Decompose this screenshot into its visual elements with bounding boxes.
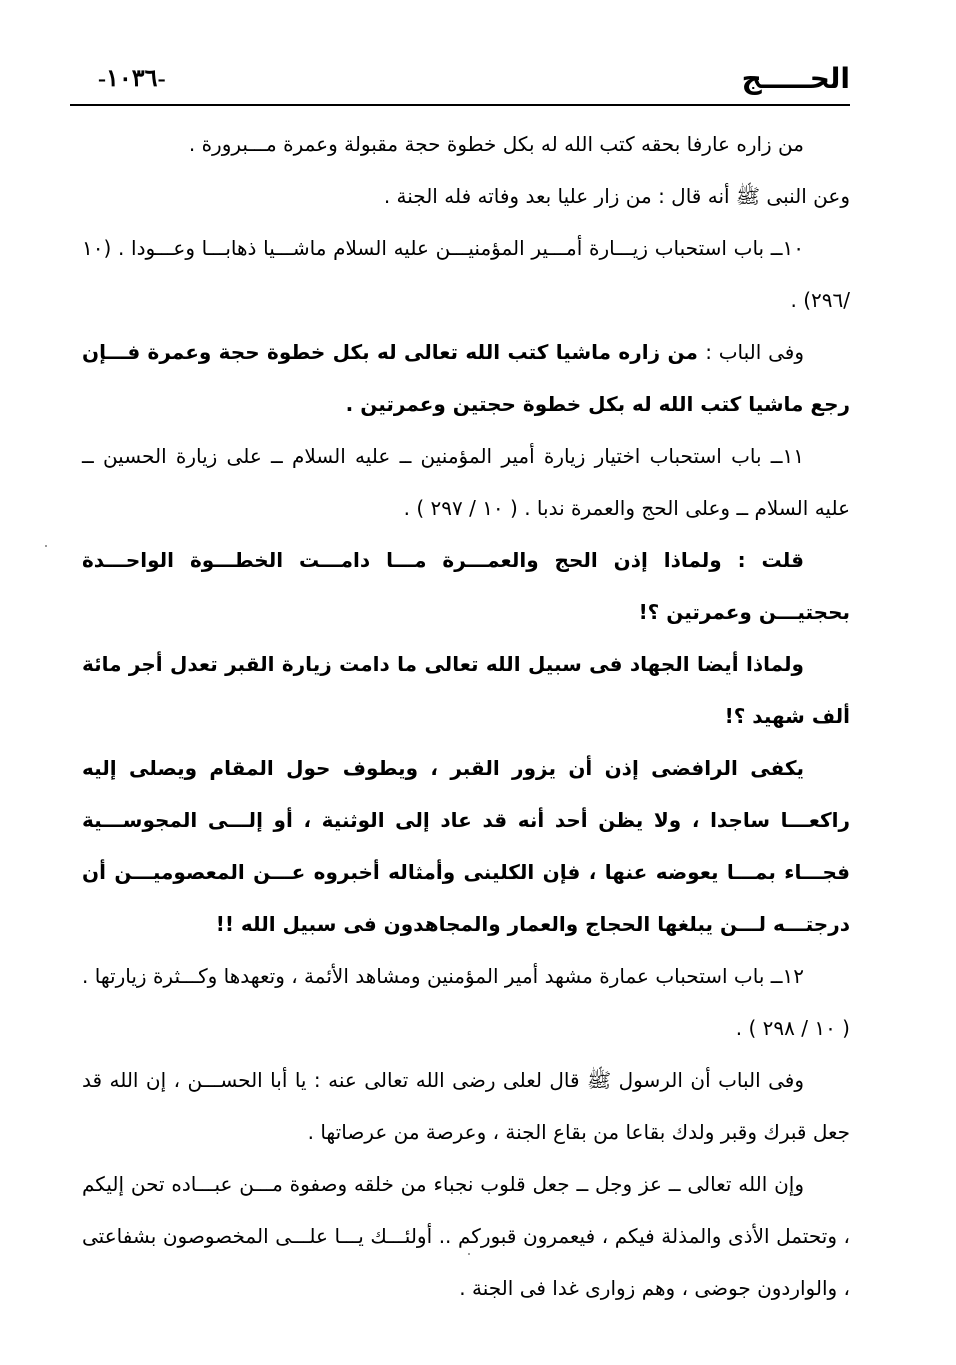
paragraph-lead: وفى الباب : bbox=[705, 340, 804, 364]
paragraph-bold-quote: من زاره ماشيا كتب الله تعالى له بكل خطوة حجة وعمرة فـــإن رجع ماشيا كتب الله له بكل خطوة حجتين وعمرتين . bbox=[82, 340, 850, 416]
scan-speck bbox=[468, 1253, 470, 1255]
paragraph: ولماذا أيضا الجهاد فى سبيل الله تعالى ما دامت زيارة القبر تعدل أجر مائة ألف شهيد ؟! bbox=[82, 652, 850, 728]
paragraph bbox=[82, 326, 850, 430]
paragraph: وإن الله تعالى ــ عز وجل ــ جعل قلوب نجباء من خلقه وصفوة مـــن عبـــاده تحن إليكم ، وتحتمل الأذى والمذلة فيكم ، فيعمرون قبوركم .. أولئـــك يـــا علـــى المخصوصون بشفاعتى ، والواردون جوضى ، وهم زوارى غدا فى الجنة . bbox=[82, 1172, 850, 1300]
paragraph: وفى الباب أن الرسول ﷺ قال لعلى رضى الله تعالى عنه : يا أبا الحســـن ، إن الله قد جعل قبرك وقبر ولدك بقاعا من بقاع الجنة ، وعرصة من عرصاتها . bbox=[82, 1068, 850, 1144]
paragraph: ١١ــ باب استحباب اختيار زيارة أمير المؤمنين ــ عليه السلام ــ على زيارة الحسين ــ عليه السلام ــ وعلى الحج والعمرة ندبا . ( ١٠ / ٢٩٧ ) . bbox=[82, 444, 850, 520]
paragraph: يكفى الرافضى إذن أن يزور القبر ، ويطوف حول المقام ويصلى إليه راكعـــا ساجدا ، ولا يظن أحد أنه قد عاد إلى الوثنية ، أو إلـــى المجوســـية فجـــاء بمـــا يعوضه عنها ، فإن الكلينى وأمثاله أخبروه عـــن المعصوميـــن أن درجتـــه لـــن يبلغها الحجاج والعمار والمجاهدون فى سبيل الله !! bbox=[82, 756, 850, 936]
scan-speck bbox=[45, 545, 47, 547]
paragraph: ١٠ــ باب استحباب زيـــارة أمـــير المؤمنيـــن عليه السلام ماشـــيا ذهابـــا وعـــودا . (١٠ /٢٩٦) . bbox=[82, 236, 850, 312]
paragraph: من زاره عارفا بحقه كتب الله له بكل خطوة حجة مقبولة وعمرة مـــبرورة . bbox=[188, 132, 804, 156]
page-number: -١٠٣٦- bbox=[98, 66, 166, 92]
paragraph: وعن النبى ﷺ أنه قال : من زار عليا بعد وفاته فله الجنة . bbox=[383, 184, 850, 208]
page-header bbox=[70, 62, 850, 106]
running-title: الحـــــج bbox=[741, 62, 850, 95]
paragraph: ١٢ــ باب استحباب عمارة مشهد أمير المؤمنين ومشاهد الأئمة ، وتعهدها وكـــثرة زيارتها . ( ١٠ / ٢٩٨ ) . bbox=[82, 964, 850, 1040]
body-text bbox=[82, 118, 850, 1314]
header-rule bbox=[70, 104, 850, 106]
paragraph: قلت : ولماذا إذن الحج والعمـــرة مـــا دامـــت الخطـــوة الواحـــدة بحجتيـــن وعمرتين ؟! bbox=[82, 548, 850, 624]
